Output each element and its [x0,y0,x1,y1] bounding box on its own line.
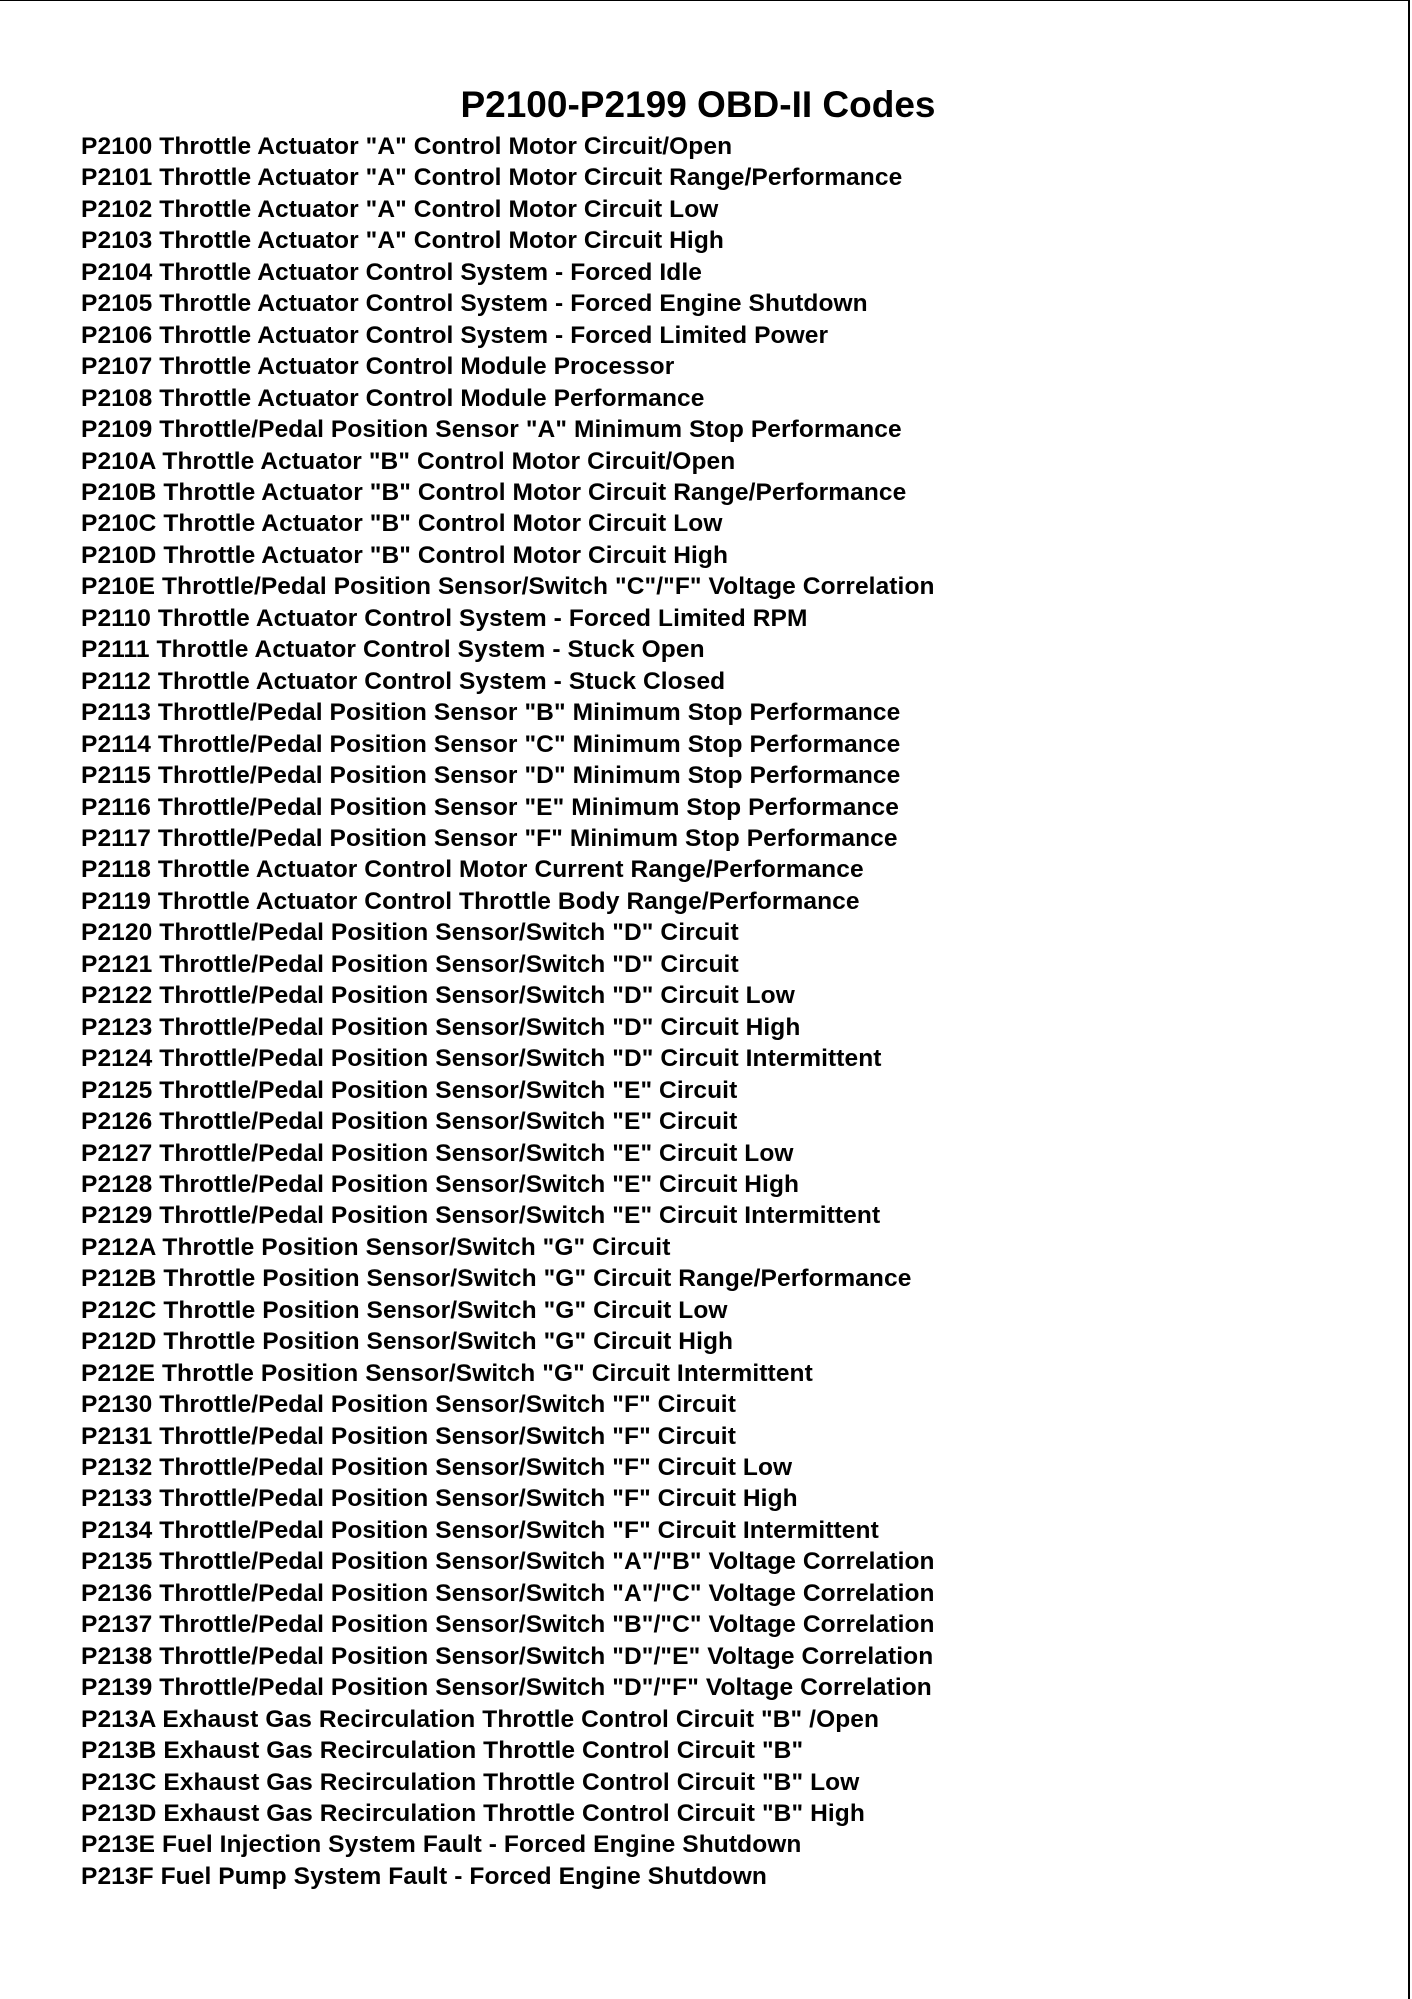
code-list-item: P2120 Throttle/Pedal Position Sensor/Switch "D" Circuit [81,919,739,947]
code-list-item: P2108 Throttle Actuator Control Module Performance [81,384,705,412]
code-list-item: P2111 Throttle Actuator Control System - Stuck Open [81,636,705,664]
code-list-item: P210C Throttle Actuator "B" Control Motor Circuit Low [81,510,723,538]
code-list [81,131,935,1892]
code-list-item: P2128 Throttle/Pedal Position Sensor/Switch "E" Circuit High [81,1170,800,1198]
page-title-text: P2100-P2199 OBD-II Codes [460,84,936,125]
code-list-item: P2105 Throttle Actuator Control System - Forced Engine Shutdown [81,290,868,318]
code-list-item: P2130 Throttle/Pedal Position Sensor/Switch "F" Circuit [81,1391,736,1419]
code-list-item: P2103 Throttle Actuator "A" Control Motor Circuit High [81,227,724,255]
code-list-item: P210E Throttle/Pedal Position Sensor/Switch "C"/"F" Voltage Correlation [81,573,935,601]
code-list-item: P2127 Throttle/Pedal Position Sensor/Switch "E" Circuit Low [81,1139,794,1167]
code-list-item: P2137 Throttle/Pedal Position Sensor/Switch "B"/"C" Voltage Correlation [81,1611,935,1639]
code-list-item: P2133 Throttle/Pedal Position Sensor/Switch "F" Circuit High [81,1485,798,1513]
code-list-item: P2121 Throttle/Pedal Position Sensor/Switch "D" Circuit [81,950,739,978]
code-list-item: P2138 Throttle/Pedal Position Sensor/Switch "D"/"E" Voltage Correlation [81,1642,934,1670]
code-list-item: P2101 Throttle Actuator "A" Control Motor Circuit Range/Performance [81,164,903,192]
code-list-item: P2126 Throttle/Pedal Position Sensor/Switch "E" Circuit [81,1108,738,1136]
code-list-item: P2139 Throttle/Pedal Position Sensor/Switch "D"/"F" Voltage Correlation [81,1674,932,1702]
code-list-item: P2104 Throttle Actuator Control System - Forced Idle [81,258,702,286]
code-list-item: P2136 Throttle/Pedal Position Sensor/Switch "A"/"C" Voltage Correlation [81,1579,935,1607]
code-list-item: P2129 Throttle/Pedal Position Sensor/Switch "E" Circuit Intermittent [81,1202,881,1230]
code-list-item: P2116 Throttle/Pedal Position Sensor "E" Minimum Stop Performance [81,793,900,821]
code-list-item: P2113 Throttle/Pedal Position Sensor "B" Minimum Stop Performance [81,699,901,727]
code-list-item: P2117 Throttle/Pedal Position Sensor "F" Minimum Stop Performance [81,824,898,852]
code-list-item: P2123 Throttle/Pedal Position Sensor/Switch "D" Circuit High [81,1013,801,1041]
code-list-item: P2107 Throttle Actuator Control Module Processor [81,353,675,381]
page-title [0,83,1412,127]
code-list-item: P2122 Throttle/Pedal Position Sensor/Switch "D" Circuit Low [81,982,795,1010]
code-list-item: P213D Exhaust Gas Recirculation Throttle Control Circuit "B" High [81,1800,865,1828]
code-list-item: P213C Exhaust Gas Recirculation Throttle Control Circuit "B" Low [81,1768,860,1796]
code-list-item: P2119 Throttle Actuator Control Throttle Body Range/Performance [81,887,860,915]
code-list-item: P210B Throttle Actuator "B" Control Motor Circuit Range/Performance [81,478,907,506]
code-list-item: P213B Exhaust Gas Recirculation Throttle Control Circuit "B" [81,1737,804,1765]
code-list-item: P2114 Throttle/Pedal Position Sensor "C" Minimum Stop Performance [81,730,901,758]
code-list-item: P2134 Throttle/Pedal Position Sensor/Switch "F" Circuit Intermittent [81,1516,879,1544]
code-list-item: P2124 Throttle/Pedal Position Sensor/Switch "D" Circuit Intermittent [81,1045,882,1073]
code-list-item: P210D Throttle Actuator "B" Control Motor Circuit High [81,541,729,569]
code-list-item: P213E Fuel Injection System Fault - Forced Engine Shutdown [81,1831,802,1859]
code-list-item: P213A Exhaust Gas Recirculation Throttle Control Circuit "B" /Open [81,1705,880,1733]
code-list-item: P2100 Throttle Actuator "A" Control Motor Circuit/Open [81,133,733,160]
code-list-item: P2115 Throttle/Pedal Position Sensor "D" Minimum Stop Performance [81,762,901,790]
code-list-item: P2102 Throttle Actuator "A" Control Motor Circuit Low [81,195,719,223]
code-list-item: P2131 Throttle/Pedal Position Sensor/Switch "F" Circuit [81,1422,736,1450]
code-list-item: P2106 Throttle Actuator Control System - Forced Limited Power [81,321,829,349]
code-list-item: P212E Throttle Position Sensor/Switch "G" Circuit Intermittent [81,1359,813,1387]
code-list-item: P2110 Throttle Actuator Control System - Forced Limited RPM [81,604,808,632]
code-list-item: P2125 Throttle/Pedal Position Sensor/Switch "E" Circuit [81,1076,738,1104]
code-list-item: P212A Throttle Position Sensor/Switch "G" Circuit [81,1233,671,1261]
code-list-item: P212D Throttle Position Sensor/Switch "G" Circuit High [81,1328,734,1356]
code-list-item: P2118 Throttle Actuator Control Motor Current Range/Performance [81,856,864,884]
code-list-item: P212B Throttle Position Sensor/Switch "G" Circuit Range/Performance [81,1265,912,1293]
code-list-item: P2109 Throttle/Pedal Position Sensor "A" Minimum Stop Performance [81,416,902,444]
code-list-item: P213F Fuel Pump System Fault - Forced Engine Shutdown [81,1862,767,1890]
code-list-item: P210A Throttle Actuator "B" Control Motor Circuit/Open [81,447,736,475]
code-list-item: P212C Throttle Position Sensor/Switch "G" Circuit Low [81,1296,728,1324]
code-list-item: P2135 Throttle/Pedal Position Sensor/Switch "A"/"B" Voltage Correlation [81,1548,935,1576]
code-list-item: P2132 Throttle/Pedal Position Sensor/Switch "F" Circuit Low [81,1454,793,1482]
code-list-item: P2112 Throttle Actuator Control System - Stuck Closed [81,667,726,695]
